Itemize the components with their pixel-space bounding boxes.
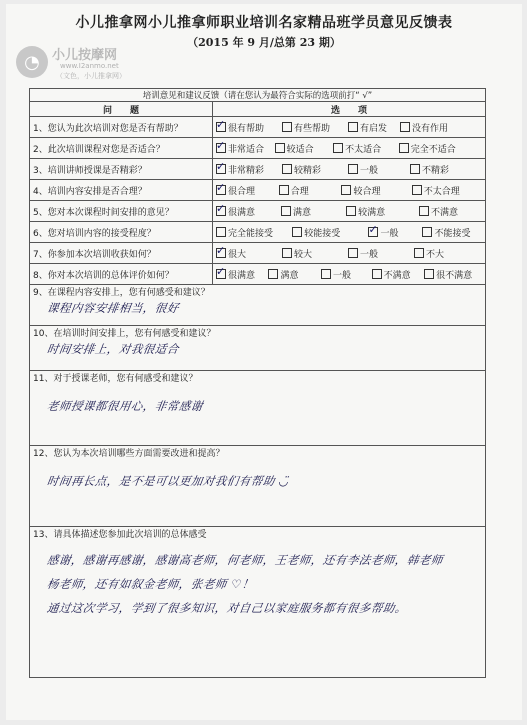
table-row <box>30 159 486 180</box>
checkbox[interactable] <box>348 122 358 132</box>
checkbox[interactable] <box>279 185 289 195</box>
feedback-form-paper <box>6 4 522 720</box>
checkbox[interactable] <box>292 227 302 237</box>
question-text: 9、在课程内容安排上，您有何感受和建议？ <box>33 288 210 298</box>
question-text: 6、您对培训内容的接受程度？ <box>30 222 213 243</box>
option-item[interactable] <box>412 184 482 197</box>
option-item[interactable] <box>216 268 268 281</box>
question-text: 7、你参加本次培训收获如何？ <box>30 243 213 264</box>
table-row <box>30 201 486 222</box>
option-item[interactable] <box>372 268 424 281</box>
option-item[interactable] <box>275 142 334 155</box>
checkbox[interactable] <box>346 206 356 216</box>
open-question-cell <box>30 527 486 678</box>
option-label: 满意 <box>293 207 312 218</box>
column-header-row <box>30 102 486 117</box>
question-text: 2、此次培训课程对您是否适合？ <box>30 138 213 159</box>
open-questions <box>30 285 486 678</box>
checkbox-checked[interactable] <box>216 164 226 174</box>
option-item[interactable] <box>216 226 292 239</box>
option-label: 一般 <box>360 165 379 176</box>
option-label: 很合理 <box>228 186 256 197</box>
option-item[interactable] <box>216 142 275 155</box>
option-label: 非常适合 <box>228 144 265 155</box>
option-label: 不大 <box>426 249 445 260</box>
table-row <box>30 264 486 285</box>
option-label: 一般 <box>380 228 399 239</box>
option-label: 很满意 <box>228 207 256 218</box>
form-subtitle: （2015 年 9 月/总第 23 期） <box>187 36 341 49</box>
checkbox-checked[interactable] <box>368 227 378 237</box>
option-item[interactable] <box>281 205 346 218</box>
option-label: 有些帮助 <box>294 123 331 134</box>
option-label: 很有帮助 <box>228 123 265 134</box>
option-label: 较合理 <box>353 186 381 197</box>
open-question-cell <box>30 446 486 527</box>
option-item[interactable] <box>341 184 411 197</box>
option-label: 很满意 <box>228 270 256 281</box>
option-item[interactable] <box>216 247 282 260</box>
open-question-row <box>30 285 486 326</box>
option-label: 满意 <box>280 270 299 281</box>
option-label: 完全不适合 <box>410 144 456 155</box>
checkbox[interactable] <box>282 164 292 174</box>
option-item[interactable] <box>400 121 474 134</box>
column-header-options: 选 项 <box>213 102 486 117</box>
checkbox-checked[interactable] <box>216 122 226 132</box>
question-text: 4、培训内容安排是否合理？ <box>30 180 213 201</box>
option-group <box>213 201 486 222</box>
handwritten-answer: 老师授课都很用心，非常感谢 <box>46 399 204 413</box>
option-label: 较精彩 <box>294 165 322 176</box>
option-item[interactable] <box>216 184 279 197</box>
option-label: 不能接受 <box>434 228 471 239</box>
table-row <box>30 180 486 201</box>
handwritten-answer: 时间安排上，对我很适合 <box>46 342 180 356</box>
option-group <box>213 180 486 201</box>
option-item[interactable] <box>216 205 281 218</box>
feedback-table <box>29 88 486 678</box>
checkbox[interactable] <box>372 269 382 279</box>
open-question-cell <box>30 285 486 326</box>
checkbox[interactable] <box>333 143 343 153</box>
option-item[interactable] <box>282 163 348 176</box>
table-row <box>30 138 486 159</box>
option-item[interactable] <box>419 205 482 218</box>
option-label: 较能接受 <box>304 228 341 239</box>
checkbox-checked[interactable] <box>216 143 226 153</box>
instruction-row <box>30 89 486 102</box>
option-label: 不太适合 <box>345 144 382 155</box>
logo-icon: ◔ <box>16 46 48 78</box>
open-question-cell <box>30 326 486 371</box>
checkbox-checked[interactable] <box>216 269 226 279</box>
table-row <box>30 243 486 264</box>
checkbox[interactable] <box>275 143 285 153</box>
checkbox[interactable] <box>282 122 292 132</box>
option-label: 不满意 <box>383 270 411 281</box>
handwritten-answer: 课程内容安排相当，很好 <box>46 301 180 315</box>
option-item[interactable] <box>422 226 482 239</box>
option-group <box>213 243 486 264</box>
option-item[interactable] <box>292 226 368 239</box>
checkbox[interactable] <box>422 227 432 237</box>
option-item[interactable] <box>348 121 400 134</box>
option-group <box>213 138 486 159</box>
option-label: 很不满意 <box>436 270 473 281</box>
option-item[interactable] <box>399 142 482 155</box>
checkbox[interactable] <box>348 248 358 258</box>
choice-questions <box>30 117 486 285</box>
checkbox[interactable] <box>281 206 291 216</box>
logo-source: （文色，小儿推拿网） <box>56 72 126 80</box>
open-question-row <box>30 446 486 527</box>
handwritten-answer-line: 感谢，感谢再感谢，感谢高老师，何老师，王老师，还有李法老师，韩老师 <box>46 553 444 567</box>
open-question-row <box>30 371 486 446</box>
form-title: 小儿推拿网小儿推拿师职业培训名家精品班学员意见反馈表 <box>75 15 453 31</box>
checkbox[interactable] <box>341 185 351 195</box>
option-label: 不精彩 <box>422 165 450 176</box>
logo-url: www.I2anmo.net <box>60 62 119 70</box>
checkbox[interactable] <box>268 269 278 279</box>
option-label: 较适合 <box>286 144 314 155</box>
option-group <box>213 117 486 138</box>
question-text: 8、你对本次培训的总体评价如何？ <box>30 264 213 285</box>
checkbox[interactable] <box>282 248 292 258</box>
option-group <box>213 264 486 285</box>
option-label: 一般 <box>360 249 379 260</box>
option-label: 有启发 <box>360 123 388 134</box>
option-item[interactable] <box>368 226 422 239</box>
option-item[interactable] <box>410 163 474 176</box>
option-label: 不太合理 <box>423 186 460 197</box>
watermark-logo <box>16 42 136 84</box>
option-label: 很大 <box>228 249 247 260</box>
checkbox[interactable] <box>400 122 410 132</box>
table-row <box>30 117 486 138</box>
option-item[interactable] <box>333 142 399 155</box>
option-item[interactable] <box>348 163 410 176</box>
option-item[interactable] <box>216 163 282 176</box>
column-header-question: 问 题 <box>30 102 213 117</box>
handwritten-answer-line: 杨老师，还有如叙金老师，张老师 ♡！ <box>46 577 255 591</box>
checkbox[interactable] <box>419 206 429 216</box>
option-item[interactable] <box>321 268 372 281</box>
handwritten-answer-line: 通过这次学习，学到了很多知识，对自己以家庭服务都有很多帮助。 <box>46 601 408 615</box>
logo-name: 小儿按摩网 <box>52 48 118 63</box>
option-label: 合理 <box>290 186 309 197</box>
option-label: 较大 <box>294 249 313 260</box>
option-item[interactable] <box>424 268 482 281</box>
option-item[interactable] <box>414 247 478 260</box>
option-item[interactable] <box>282 121 348 134</box>
checkbox[interactable] <box>321 269 331 279</box>
question-text: 5、您对本次课程时间安排的意见？ <box>30 201 213 222</box>
open-question-row <box>30 326 486 371</box>
option-label: 完全能接受 <box>228 228 274 239</box>
question-text: 1、您认为此次培训对您是否有帮助？ <box>30 117 213 138</box>
option-item[interactable] <box>348 247 414 260</box>
option-item[interactable] <box>216 121 282 134</box>
option-label: 一般 <box>332 270 351 281</box>
checkbox-checked[interactable] <box>216 185 226 195</box>
option-item[interactable] <box>346 205 419 218</box>
option-label: 没有作用 <box>412 123 449 134</box>
checkbox[interactable] <box>216 227 226 237</box>
open-question-cell <box>30 371 486 446</box>
checkbox[interactable] <box>424 269 434 279</box>
question-text: 13、请具体描述您参加此次培训的总体感受 <box>33 530 207 540</box>
checkbox[interactable] <box>399 143 409 153</box>
open-question-row <box>30 527 486 678</box>
instruction-text: 培训意见和建议反馈（请在您认为最符合实际的选项前打“ √” <box>30 89 486 102</box>
checkbox-checked[interactable] <box>216 248 226 258</box>
option-label: 不满意 <box>430 207 458 218</box>
checkbox[interactable] <box>414 248 424 258</box>
checkbox[interactable] <box>412 185 422 195</box>
checkbox[interactable] <box>348 164 358 174</box>
question-text: 3、培训讲师授课是否精彩？ <box>30 159 213 180</box>
question-text: 10、在培训时间安排上，您有何感受和建议？ <box>33 329 216 339</box>
option-label: 较满意 <box>358 207 386 218</box>
question-text: 11、对于授课老师，您有何感受和建议？ <box>33 374 198 384</box>
table-row <box>30 222 486 243</box>
question-text: 12、您认为本次培训哪些方面需要改进和提高？ <box>33 449 225 459</box>
option-group <box>213 222 486 243</box>
checkbox[interactable] <box>410 164 420 174</box>
handwritten-answer: 时间再长点，是不是可以更加对我们有帮助 ◡̈ <box>46 474 290 488</box>
option-group <box>213 159 486 180</box>
option-item[interactable] <box>268 268 320 281</box>
option-item[interactable] <box>279 184 342 197</box>
option-item[interactable] <box>282 247 348 260</box>
option-label: 非常精彩 <box>228 165 265 176</box>
checkbox-checked[interactable] <box>216 206 226 216</box>
